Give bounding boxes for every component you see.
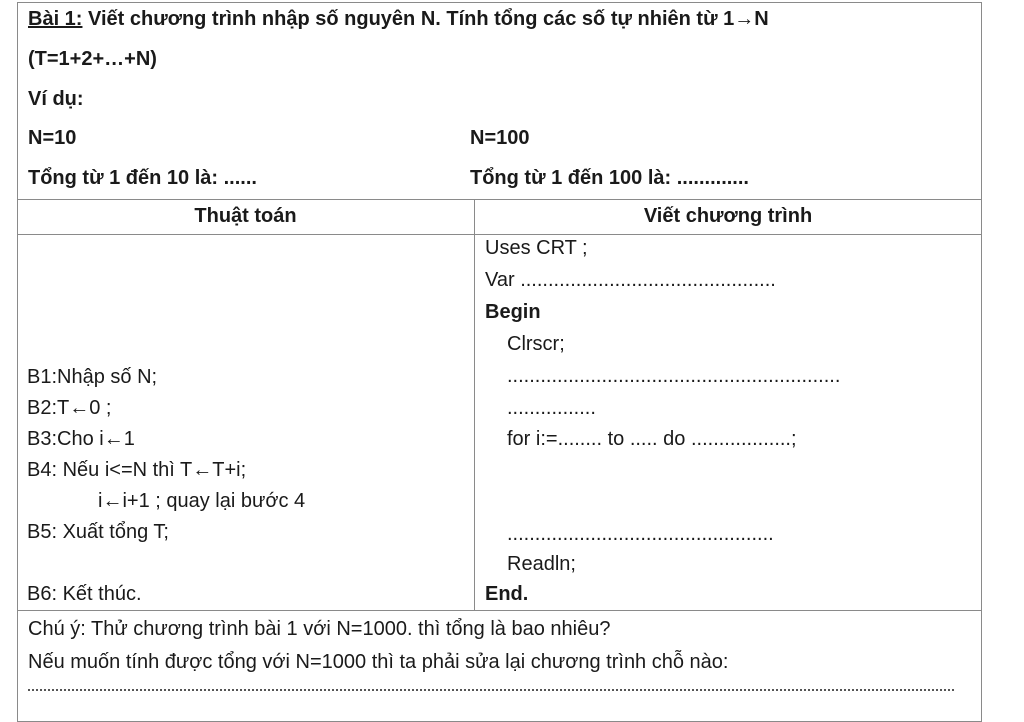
code-line-end: End.	[485, 583, 529, 605]
algo-step-1: B1:Nhập số N;	[27, 366, 158, 388]
algo-step-5: B5: Xuất tổng T;	[27, 521, 169, 543]
exercise-frame	[17, 2, 982, 722]
algo-step-3: B3:Cho i←1	[27, 428, 135, 450]
example-label: Ví dụ:	[28, 88, 84, 110]
problem-text: Viết chương trình nhập số nguyên N. Tính tổng các số tự nhiên từ 1→N	[82, 8, 769, 30]
col-header-algorithm: Thuật toán	[194, 205, 297, 227]
code-line-blank-2: ................	[507, 397, 596, 419]
answer-dotted-line	[28, 689, 954, 691]
divider-table-bottom	[17, 610, 982, 611]
code-line-uses: Uses CRT ;	[485, 237, 588, 259]
divider-header-top	[17, 199, 982, 200]
example2-n: N=100	[470, 127, 530, 149]
note-line-1: Chú ý: Thử chương trình bài 1 với N=1000. thì tổng là bao nhiêu?	[28, 618, 611, 640]
code-line-clrscr: Clrscr;	[507, 333, 565, 355]
col-header-program: Viết chương trình	[643, 205, 813, 227]
algo-step-4: B4: Nếu i<=N thì T←T+i;	[27, 459, 247, 481]
divider-column	[474, 199, 475, 610]
code-line-blank-1: ............................................................	[507, 365, 841, 387]
example1-sum: Tổng từ 1 đến 10 là: ......	[28, 167, 257, 189]
example2-sum: Tổng từ 1 đến 100 là: .............	[470, 167, 749, 189]
algo-step-4b: i←i+1 ; quay lại bước 4	[98, 490, 306, 512]
code-line-for: for i:=........ to ..... do ..................;	[507, 428, 797, 450]
algo-step-2: B2:T←0 ;	[27, 397, 112, 419]
code-line-begin: Begin	[485, 301, 541, 323]
algo-step-6: B6: Kết thúc.	[27, 583, 142, 605]
problem-title	[28, 7, 769, 31]
code-line-var: Var ..............................................	[485, 269, 776, 291]
example1-n: N=10	[28, 127, 77, 149]
code-line-readln: Readln;	[507, 553, 576, 575]
code-line-blank-3: ................................................	[507, 523, 774, 545]
problem-formula: (T=1+2+…+N)	[28, 48, 157, 70]
divider-header-bottom	[17, 234, 982, 235]
problem-label: Bài 1:	[28, 8, 83, 30]
note-line-2: Nếu muốn tính được tổng với N=1000 thì ta phải sửa lại chương trình chỗ nào:	[28, 651, 729, 673]
